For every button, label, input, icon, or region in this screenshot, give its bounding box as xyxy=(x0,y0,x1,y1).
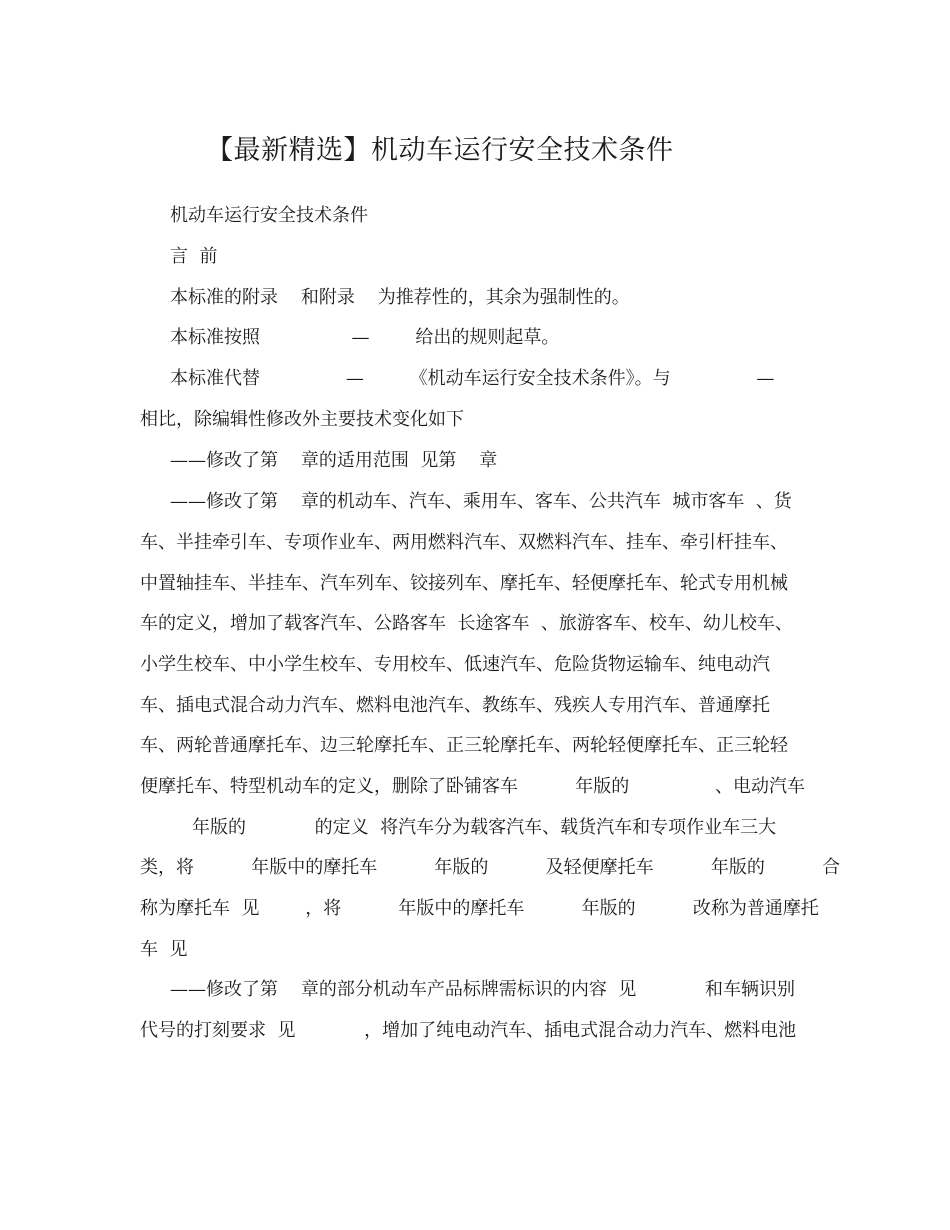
paragraph-line: 年版的 的定义 将汽车分为载客汽车、载货汽车和专项作业车三大 xyxy=(192,817,777,838)
paragraph-line: 代号的打刻要求 见 ，增加了纯电动汽车、插电式混合动力汽车、燃料电池 xyxy=(140,1020,797,1041)
paragraph-line: 车、半挂牵引车、专项作业车、两用燃料汽车、双燃料汽车、挂车、牵引杆挂车、 xyxy=(140,532,788,553)
paragraph-line: 车、插电式混合动力汽车、燃料电池汽车、教练车、残疾人专用汽车、普通摩托 xyxy=(140,695,770,716)
paragraph-line: 小学生校车、中小学生校车、专用校车、低速汽车、危险货物运输车、纯电动汽 xyxy=(140,654,770,675)
subtitle-line: 机动车运行安全技术条件 xyxy=(170,205,368,226)
paragraph-line: 本标准按照 — 给出的规则起草。 xyxy=(170,327,560,348)
paragraph-line: 本标准的附录 和附录 为推荐性的，其余为强制性的。 xyxy=(170,287,630,308)
paragraph-line: 本标准代替 — 《机动车运行安全技术条件》。与 — xyxy=(170,368,775,389)
paragraph-line: 车 见 xyxy=(140,939,188,960)
paragraph-line: 称为摩托车 见 ，将 年版中的摩托车 年版的 改称为普通摩托 xyxy=(140,898,819,919)
document-title: 【最新精选】机动车运行安全技术条件 xyxy=(206,135,674,166)
paragraph-line: 车、两轮普通摩托车、边三轮摩托车、正三轮摩托车、两轮轻便摩托车、正三轮轻 xyxy=(140,735,788,756)
paragraph-line: 车的定义，增加了载客汽车、公路客车 长途客车 、旅游客车、校车、幼儿校车、 xyxy=(140,613,793,634)
paragraph-line: 相比，除编辑性修改外主要技术变化如下 xyxy=(140,409,464,430)
paragraph-line: 便摩托车、特型机动车的定义，删除了卧铺客车 年版的 、电动汽车 xyxy=(140,776,806,797)
paragraph-line: 中置轴挂车、半挂车、汽车列车、铰接列车、摩托车、轻便摩托车、轮式专用机械 xyxy=(140,573,788,594)
paragraph-line: ——修改了第 章的部分机动车产品标牌需标识的内容 见 和车辆识别 xyxy=(170,979,795,1000)
paragraph-line: ——修改了第 章的机动车、汽车、乘用车、客车、公共汽车 城市客车 、货 xyxy=(170,491,792,512)
paragraph-line: ——修改了第 章的适用范围 见第 章 xyxy=(170,450,498,471)
paragraph-line: 类，将 年版中的摩托车 年版的 及轻便摩托车 年版的 合 xyxy=(140,857,841,878)
preface-heading: 言 前 xyxy=(170,246,218,267)
